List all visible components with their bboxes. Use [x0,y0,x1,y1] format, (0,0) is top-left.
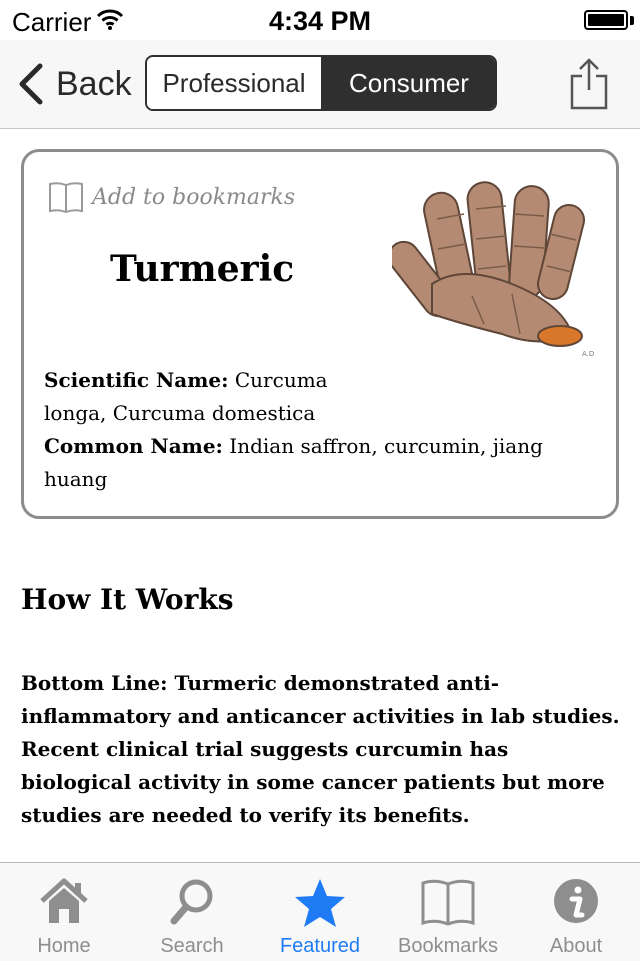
star-icon [292,877,348,931]
status-time: 4:34 PM [268,6,372,36]
tab-label-featured: Featured [279,935,361,957]
search-icon [168,877,216,927]
tab-about[interactable] [512,863,640,961]
segment-consumer[interactable]: Consumer [323,57,495,109]
tab-label-home: Home [37,935,91,957]
tab-label-bookmarks: Bookmarks [397,935,499,957]
book-icon [420,877,476,927]
common-name-value: Indian saffron, curcumin, jiang huang [44,434,543,491]
tab-label-search: Search [160,935,224,957]
tab-bar [0,862,640,961]
turmeric-root-illustration [392,174,614,364]
scientific-name [44,364,354,430]
carrier-label: Carrier [12,7,92,37]
share-icon[interactable] [568,56,610,112]
section-heading-how-it-works: How It Works [21,583,234,616]
scientific-name-label: Scientific Name: [44,368,229,392]
svg-text:A.D: A.D [582,350,595,358]
tab-search[interactable] [128,863,256,961]
book-icon [48,180,84,214]
common-name-label: Common Name: [44,434,223,458]
audience-segmented-control [145,55,497,111]
tab-label-about: About [549,935,603,957]
battery-tip [630,16,634,25]
herb-title: Turmeric [110,248,295,290]
back-label: Back [56,64,132,103]
common-name [44,430,584,496]
back-button[interactable] [14,60,132,108]
navigation-bar [0,40,640,129]
tab-home[interactable] [0,863,128,961]
status-bar [0,0,640,40]
add-bookmark-label: Add to bookmarks [92,184,296,210]
bottom-line-summary: Bottom Line: Turmeric demonstrated anti-inflammatory and anticancer activities in lab studies. Recent clinical trial suggests curcumin has biological activity in some cancer patients but more studies are needed to verify its benefits. [21,671,620,827]
add-bookmark-button[interactable] [48,180,295,214]
segment-professional[interactable]: Professional [147,57,323,109]
tab-bookmarks[interactable] [384,863,512,961]
herb-summary-card [21,149,619,519]
chevron-left-icon [14,62,48,106]
tab-featured[interactable] [256,863,384,961]
home-icon [38,877,90,927]
info-icon [552,877,600,927]
scientific-name-value: Curcuma longa, Curcuma domestica [44,368,328,425]
battery-icon [584,10,628,30]
